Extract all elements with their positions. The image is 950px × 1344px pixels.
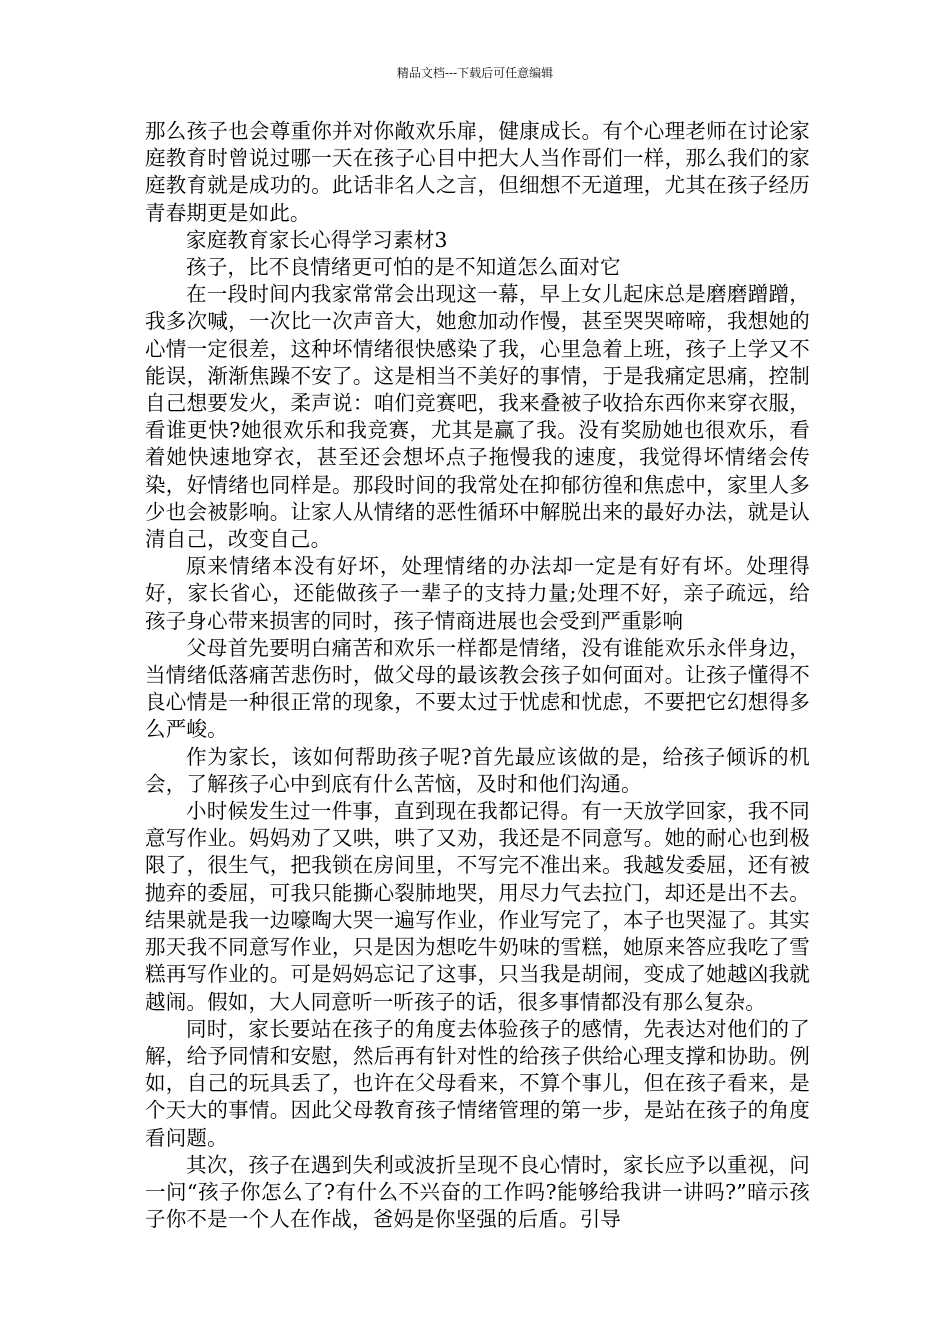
article-title: 孩子，比不良情绪更可怕的是不知道怎么面对它 (186, 255, 621, 280)
paragraph-7: 作为家长，该如何帮助孩子呢?首先最应该做的是，给孩子倾诉的机会，了解孩子心中到底有什么苦恼，及时和他们沟通。 (145, 744, 810, 796)
paragraph-5: 原来情绪本没有好坏，处理情绪的办法却一定是有好有坏。处理得好，家长省心，还能做孩子一辈子的支持力量;处理不好，亲子疏远，给孩子身心带来损害的同时，孩子情商进展也会受到严重影响 (145, 554, 810, 633)
paragraph-1: 那么孩子也会尊重你并对你敞欢乐扉，健康成长。有个心理老师在讨论家庭教育时曾说过哪一天在孩子心目中把大人当作哥们一样，那么我们的家庭教育就是成功的。此话非名人之言，但细想不无道理，尤其在孩子经历青春期更是如此。 (145, 119, 810, 225)
paragraph-10: 其次，孩子在遇到失利或波折呈现不良心情时，家长应予以重视，问一问“孩子你怎么了?有什么不兴奋的工作吗?能够给我讲一讲吗?”暗示孩子你不是一个人在作战，爸妈是你坚强的后盾。引导 (145, 1152, 810, 1232)
paragraph-9: 同时，家长要站在孩子的角度去体验孩子的感情，先表达对他们的了解，给予同情和安慰，然后再有针对性的给孩子供给心理支撑和协助。例如，自己的玩具丢了，也许在父母看来，不算个事儿，但在孩子看来，是个天大的事情。因此父母教育孩子情绪管理的第一步，是站在孩子的角度看问题。 (145, 1016, 810, 1150)
page-header: 精品文档---下载后可任意编辑 (396, 66, 554, 80)
paragraph-8: 小时候发生过一件事，直到现在我都记得。有一天放学回家，我不同意写作业。妈妈劝了又哄，哄了又劝，我还是不同意写。她的耐心也到极限了，很生气，把我锁在房间里，不写完不准出来。我越发委屈，还有被抛弃的委屈，可我只能撕心裂肺地哭，用尽力气去拉门，却还是出不去。结果就是我一边嚎啕大哭一遍写作业，作业写完了，本子也哭湿了。其实那天我不同意写作业，只是因为想吃牛奶味的雪糕，她原来答应我吃了雪糕再写作业的。可是妈妈忘记了这事，只当我是胡闹，变成了她越凶我就越闹。假如，大人同意听一听孩子的话，很多事情都没有那么复杂。 (145, 799, 810, 1014)
section-title: 家庭教育家长心得学习素材3 (186, 227, 448, 252)
paragraph-6: 父母首先要明白痛苦和欢乐一样都是情绪，没有谁能欢乐永伴身边，当情绪低落痛苦悲伤时，做父母的最该教会孩子如何面对。让孩子懂得不良心情是一种很正常的现象，不要太过于忧虑和忧虑，不要把它幻想得多么严峻。 (145, 635, 810, 742)
paragraph-4: 在一段时间内我家常常会出现这一幕，早上女儿起床总是磨磨蹭蹭，我多次喊，一次比一次声音大，她愈加动作慢，甚至哭哭啼啼，我想她的心情一定很差，这种坏情绪很快感染了我，心里急着上班，孩子上学又不能误，渐渐焦躁不安了。这是相当不美好的事情，于是我痛定思痛，控制自己想要发火，柔声说：咱们竞赛吧，我来叠被子收拾东西你来穿衣服，看谁更快?她很欢乐和我竞赛，尤其是赢了我。没有奖励她也很欢乐，看着她快速地穿衣，甚至还会想坏点子拖慢我的速度，我觉得坏情绪会传染，好情绪也同样是。那段时间的我常处在抑郁彷徨和焦虑中，家里人多少也会被影响。让家人从情绪的恶性循环中解脱出来的最好办法，就是认清自己，改变自己。 (145, 282, 810, 552)
document-body (145, 118, 810, 1233)
